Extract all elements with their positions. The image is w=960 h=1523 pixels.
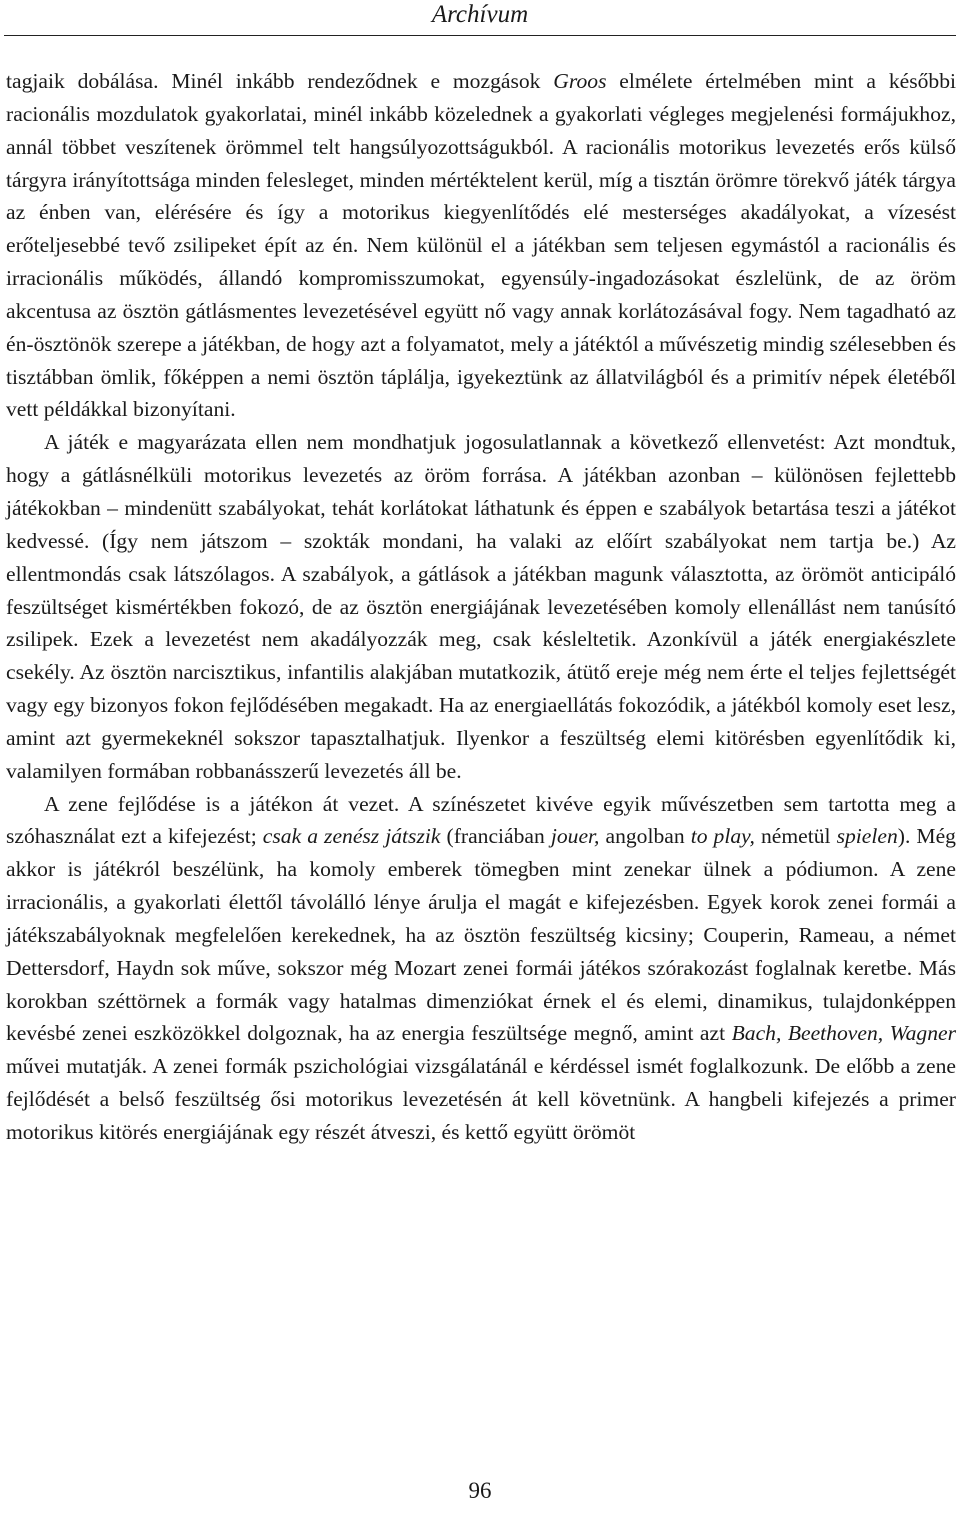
italic-text: csak a zenész játszik	[262, 824, 441, 849]
running-header-title: Archívum	[431, 1, 529, 28]
text-run: (franciában	[440, 824, 551, 849]
text-run: művei mutatják. A zenei formák pszichológiai vizsgálatánál e kérdéssel ismét foglalkozunk. De előbb a zene fejlődését a belső feszültség ősi motorikus levezetésén át kell követnünk. A hangbeli kifejezés a primer motorikus kitörés energiájának egy részét átveszi, és kettő együtt örömöt	[6, 1054, 956, 1144]
text-run: ). Még akkor is játékról beszélünk, ha komoly emberek tömegben mint zenekar ülnek a pódiumon. A zene irracionális, a gyakorlati élettől távolálló lénye árulja el magát e kifejezésben. Egyek korok zenei formái a játékszabályoknak megfelelően kerekednek, ha az ösztön feszültség kicsiny; Couperin, Rameau, a német Dettersdorf, Haydn sok műve, sokszor még Mozart zenei formái játékos szórakozást foglalnak keretbe. Más korokban széttörnek a formák vagy hatalmas dimenziókat érnek el és elemi, dinamikus, tulajdonképpen kevésbé zenei eszközökkel dolgoznak, ha az energia feszültsége megnő, amint azt	[6, 824, 956, 1046]
italic-text: Groos	[553, 69, 607, 93]
italic-text: jouer,	[550, 824, 600, 849]
text-run: A zene fejlődése is a játékon át vezet. A színészetet kivéve egyik művészetben sem tartotta meg a szóhasználat ezt a kifejezést;	[6, 791, 956, 849]
text-run: elmélete értelmében mint a későbbi racionális mozdulatok gyakorlatai, minél inkább közelednek a gyakorlati végleges megjelenési formájukhoz, annál többet veszítenek örömmel telt hangsúlyozottságukból. A racionális motorikus levezetés erős külső tárgyra irányítottsága minden felesleget, minden mértéktelent kerül, míg a tisztán örömre törekvő játék tárgya az énben van, elérésére és így a motorikus kiegyenlítődés elé mesterséges akadályokat, a vízesést erőteljesebbé tevő zsilipeket épít az én. Nem különül el a játékban sem teljesen egymástól a racionális és irracionális működés, állandó kompromisszumokat, egyensúly-ingadozásokat észlelünk, de az öröm akcentusa az ösztön gátlásmentes levezetésével együtt nő vagy annak korlátozásával fogy. Nem tagadható az én-ösztönök szerepe a játékban, de hogy azt a folyamatot, mely a játéktól a művészetig mindig szélesebben és tisztábban ömlik, főképpen a nemi ösztön táplálja, igyekeztünk az állatvilágból és a primitív népek életéből vett példákkal bizonyítani.	[6, 69, 956, 422]
body-text	[6, 65, 956, 1149]
italic-text: spielen	[836, 824, 898, 849]
header-rule	[4, 35, 956, 36]
paragraph	[6, 65, 956, 426]
italic-text: to play,	[690, 824, 755, 849]
paragraph	[6, 788, 956, 1149]
running-header	[0, 0, 960, 40]
text-run: angolban	[599, 824, 691, 849]
text-run: németül	[754, 824, 837, 849]
italic-text: Bach, Beethoven, Wagner	[731, 1021, 957, 1046]
text-run: A játék e magyarázata ellen nem mondhatjuk jogosulatlannak a következő ellenvetést: Azt mondtuk, hogy a gátlásnélküli motorikus levezetés az öröm forrása. A játékban azonban – különösen fejlettebb játékokban – mindenütt szabályokat, tehát korlátokat láthatunk és éppen e szabályok betartása teszi a játékot kedvessé. (Így nem játszom – szokták mondani, ha valaki az előírt szabályokat nem tartja be.) Az ellentmondás csak látszólagos. A szabályok, a gátlások a játékban magunk választotta, az örömöt anticipáló feszültséget kismértékben fokozó, de az ösztön energiájának levezetésében komoly ellenállást nem tanúsító zsilipek. Ezek a levezetést nem akadályozzák meg, csak késleltetik. Azonkívül a játék energiakészlete csekély. Az ösztön narcisztikus, infantilis alakjában mutatkozik, átütő ereje még nem érte el teljes fejlettségét vagy egy bizonyos fokon fejlődésében megakadt. Ha az energiaellátás fokozódik, a játékból komoly eset lesz, amint azt gyermekeknél sokszor tapasztalhatjuk. Ilyenkor a feszültség elemi kitörésben egyenlítődik ki, valamilyen formában robbanásszerű levezetés áll be.	[6, 430, 956, 783]
text-run: tagjaik dobálása. Minél inkább rendeződnek e mozgások	[6, 69, 554, 93]
paragraph	[6, 426, 956, 787]
page-number: 96	[468, 1478, 492, 1503]
